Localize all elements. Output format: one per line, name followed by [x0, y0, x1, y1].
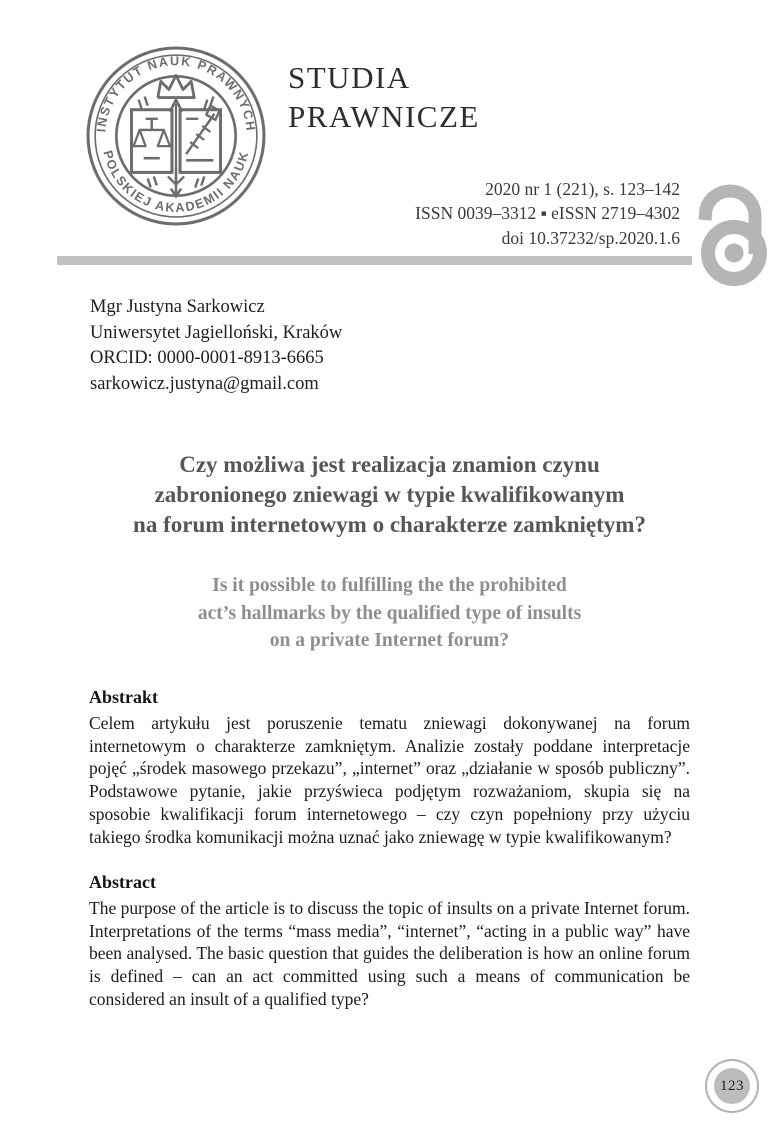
abstract-english-text: The purpose of the article is to discuss the topic of insults on a private Internet forum. Interpretations of the terms “mass media”, “internet”, “acting in a public way” have been analysed. The basic question that guides the deliberation is how an online forum is defined – can an act committed using such a means of communication be considered an insult of a qualified type?	[89, 898, 690, 1009]
author-name: Mgr Justyna Sarkowicz	[90, 297, 265, 317]
institute-seal-icon	[85, 45, 267, 227]
author-orcid: ORCID: 0000-0001-8913-6665	[90, 348, 324, 369]
author-block	[90, 295, 342, 397]
page-number: 123	[714, 1068, 750, 1104]
logo-bottom-text: POLSKIEJ AKADEMII NAUK	[100, 148, 252, 216]
abstract-english-heading: Abstract	[89, 872, 156, 892]
journal-title-line2: PRAWNICZE	[288, 99, 480, 134]
issue-line: 2020 nr 1 (221), s. 123–142	[485, 179, 680, 199]
abstract-polish-text: Celem artykułu jest poruszenie tematu zniewagi dokonywanej na forum internetowym o charakterze zamkniętym. Analizie zostały poddane interpretacje pojęć „środek masowego przekazu”, „internet” oraz „działanie w sposób publiczny”. Podstawowe pytanie, jakie przyświeca podjętym rozważaniom, skupia się na sposobie kwalifikacji forum internetowego – czy czyn popełniony przy użyciu takiego środka komunikacji można uznać jako zniewagę w typie kwalifikowanym?	[89, 713, 690, 847]
issn-line: ISSN 0039–3312 ▪ eISSN 2719–4302	[415, 203, 680, 224]
journal-title-line1: STUDIA	[288, 60, 411, 95]
page-number-badge	[705, 1059, 759, 1113]
issue-info-block	[330, 177, 680, 250]
article-title-english	[0, 572, 779, 655]
article-title-polish-line2: zabronionego zniewagi w typie kwalifikowanym	[154, 482, 625, 507]
article-title-polish-line3: na forum internetowym o charakterze zamkniętym?	[133, 512, 646, 537]
header-divider	[57, 256, 692, 265]
article-title-english-line3: on a private Internet forum?	[269, 630, 510, 651]
abstract-polish-heading: Abstrakt	[89, 687, 159, 707]
logo-top-text: INSTYTUT NAUK PRAWNYCH	[94, 54, 258, 133]
author-email: sarkowicz.justyna@gmail.com	[90, 373, 319, 394]
doi-line: doi 10.37232/sp.2020.1.6	[501, 227, 680, 248]
article-title-english-line1: Is it possible to fulfilling the the prohibited	[212, 575, 567, 596]
article-title-polish	[0, 450, 779, 540]
article-title-english-line2: act’s hallmarks by the qualified type of insults	[197, 602, 582, 624]
article-title-polish-line1: Czy możliwa jest realizacja znamion czynu	[179, 452, 600, 477]
journal-title	[288, 58, 480, 136]
author-affiliation: Uniwersytet Jagielloński, Kraków	[90, 322, 343, 343]
open-access-icon	[692, 172, 774, 288]
institute-logo	[85, 45, 267, 227]
open-access-lock-icon	[692, 172, 774, 288]
